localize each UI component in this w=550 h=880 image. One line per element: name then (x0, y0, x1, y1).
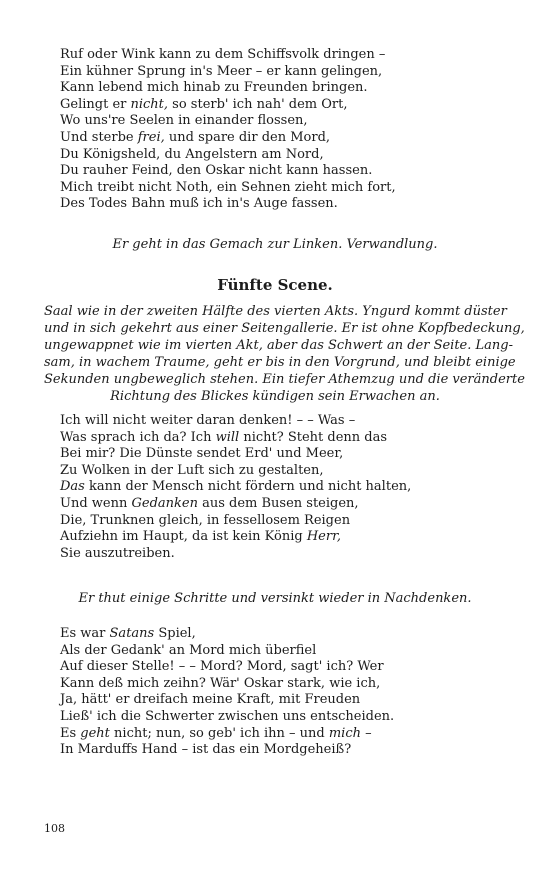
verse-text: Du rauher Feind, den Oskar nicht kann hassen. (60, 163, 373, 179)
verse-text: Spiel, (154, 626, 196, 641)
verse-text: nicht? Steht denn das (239, 429, 388, 445)
description-line: sam, in wachem Traume, geht er bis in den Vorgrund, und bleibt einige (44, 355, 516, 371)
verse-block-top (60, 47, 396, 213)
verse-text: Ließ' ich die Schwerter zwischen uns entscheiden. (60, 708, 395, 724)
verse-text: Sie auszutreiben. (60, 545, 175, 561)
stage-direction-thought: Er thut einige Schritte und versinkt wieder in Nachdenken. (78, 591, 472, 606)
verse-text: Du Königsheld, du Angelstern am Nord, (60, 146, 324, 162)
verse-line (60, 546, 411, 563)
description-line: Richtung des Blickes kündigen sein Erwachen an. (110, 389, 440, 405)
verse-text: Bei mir? Die Dünste sendet Erd' und Meer, (60, 446, 344, 462)
verse-text: – (360, 725, 372, 741)
verse-line (60, 496, 411, 513)
page-number: 108 (44, 822, 65, 835)
verse-text: Gelingt er (60, 96, 131, 112)
verse-text: Die, Trunknen gleich, in fessellosem Reigen (60, 512, 351, 528)
verse-block-middle (60, 413, 411, 562)
verse-line (60, 97, 396, 114)
emphasis-text: nicht, (130, 96, 169, 112)
emphasis-text: geht (80, 725, 110, 741)
verse-text: kann der Mensch nicht fördern und nicht halten, (84, 479, 412, 495)
verse-text: Es war (60, 626, 110, 641)
verse-text: nicht; nun, so geb' ich ihn – und (109, 725, 329, 741)
verse-text: Ja, hätt' er dreifach meine Kraft, mit Freuden (60, 692, 361, 708)
description-line: und in sich gekehrt aus einer Seitengallerie. Er ist ohne Kopfbedeckung, (44, 321, 525, 337)
scene-title: Fünfte Scene. (217, 276, 333, 294)
verse-line (60, 709, 394, 726)
verse-line (60, 180, 396, 197)
verse-text: Mich treibt nicht Noth, ein Sehnen zieht mich fort, (60, 179, 396, 195)
verse-text: Ein kühner Sprung in's Meer – er kann gelingen, (60, 63, 383, 79)
verse-text: aus dem Busen steigen, (197, 495, 359, 511)
verse-text: Und wenn (60, 495, 132, 511)
verse-line (60, 64, 396, 81)
verse-block-bottom (60, 626, 394, 759)
verse-text: Und sterbe (60, 129, 138, 145)
verse-line (60, 430, 411, 447)
description-line: ungewappnet wie im vierten Akt, aber das Schwert an der Seite. Lang- (44, 338, 513, 354)
verse-line (60, 626, 394, 643)
verse-line (60, 130, 396, 147)
verse-line (60, 80, 396, 97)
verse-text: Ruf oder Wink kann zu dem Schiffsvolk dringen – (60, 47, 386, 62)
verse-line (60, 113, 396, 130)
verse-line (60, 463, 411, 480)
verse-text: Des Todes Bahn muß ich in's Auge fassen. (60, 196, 338, 212)
description-line: Saal wie in der zweiten Hälfte des vierten Akts. Yngurd kommt düster (44, 304, 507, 319)
emphasis-text: mich (328, 725, 361, 741)
emphasis-text: Gedanken (131, 495, 198, 511)
verse-line (60, 413, 411, 430)
description-line: Sekunden ungbeweglich stehen. Ein tiefer Athemzug und die veränderte (44, 372, 525, 388)
verse-line (60, 513, 411, 530)
verse-line (60, 676, 394, 693)
verse-text: Was sprach ich da? Ich (60, 429, 216, 445)
verse-text: Auf dieser Stelle! – – Mord? Mord, sagt' ich? Wer (60, 659, 384, 675)
verse-line (60, 726, 394, 743)
verse-text: Als der Gedank' an Mord mich überfiel (60, 642, 317, 658)
verse-text: Ich will nicht weiter daran denken! – – Was – (60, 413, 356, 428)
verse-text: und spare dir den Mord, (164, 129, 331, 145)
verse-line (60, 446, 411, 463)
verse-line (60, 529, 411, 546)
emphasis-text: Satans (109, 626, 155, 641)
verse-text: Aufziehn im Haupt, da ist kein König (60, 529, 307, 545)
stage-direction-exit: Er geht in das Gemach zur Linken. Verwandlung. (112, 237, 438, 252)
emphasis-text: Herr, (306, 529, 342, 545)
verse-text: Zu Wolken in der Luft sich zu gestalten, (60, 462, 324, 478)
verse-line (60, 47, 396, 64)
verse-text: In Marduffs Hand – ist das ein Mordgeheiß? (60, 742, 352, 758)
verse-line (60, 692, 394, 709)
verse-line (60, 659, 394, 676)
verse-text: so sterb' ich nah' dem Ort, (168, 96, 348, 112)
scene-description (44, 303, 525, 406)
verse-text: Es (60, 725, 81, 741)
emphasis-text: will (215, 429, 240, 445)
emphasis-text: frei, (137, 129, 165, 145)
verse-line (60, 147, 396, 164)
verse-line (60, 196, 396, 213)
verse-line (60, 643, 394, 660)
verse-line (60, 479, 411, 496)
verse-text: Kann deß mich zeihn? Wär' Oskar stark, wie ich, (60, 675, 381, 691)
verse-text: Wo uns're Seelen in einander flossen, (60, 113, 308, 129)
verse-line (60, 742, 394, 759)
verse-text: Kann lebend mich hinab zu Freunden bringen. (60, 80, 368, 96)
emphasis-text: Das (60, 479, 85, 495)
verse-line (60, 163, 396, 180)
